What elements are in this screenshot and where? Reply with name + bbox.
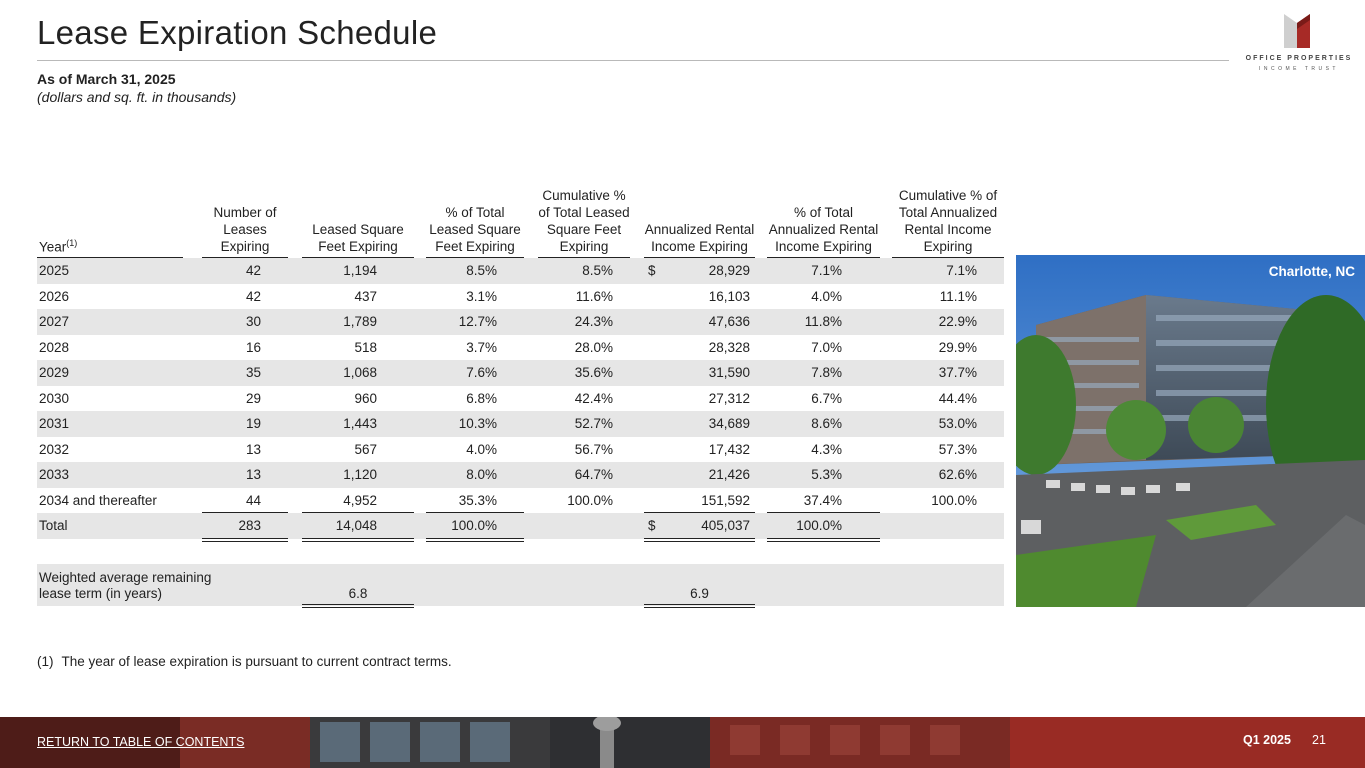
- logo-subwordmark: INCOME TRUST: [1259, 66, 1339, 72]
- double-underline: [644, 604, 755, 608]
- row-income: 47,636: [708, 314, 750, 329]
- title-divider: [37, 60, 1229, 61]
- row-pct-income: 4.0%: [811, 288, 842, 304]
- table-row: [37, 488, 1004, 514]
- row-cum-pct-sqft: 56.7%: [574, 441, 613, 457]
- row-leases: 19: [245, 416, 261, 431]
- row-year: 2033: [39, 467, 70, 482]
- double-underline: [426, 538, 524, 542]
- row-cum-pct-income: 100.0%: [931, 492, 977, 508]
- row-sqft: 518: [354, 339, 377, 355]
- table-row: [37, 258, 1004, 284]
- row-leases: 42: [245, 288, 261, 304]
- row-pct-sqft: 7.6%: [466, 365, 497, 380]
- row-year: 2028: [39, 339, 70, 355]
- row-pct-sqft: 8.0%: [466, 467, 497, 482]
- row-sqft: 567: [354, 441, 377, 457]
- page-number: 21: [1312, 733, 1326, 747]
- header-pct-income: % of Total Annualized Rental Income Expiring: [767, 168, 880, 258]
- row-income: 31,590: [708, 365, 750, 380]
- row-year: 2027: [39, 314, 70, 329]
- row-sqft: 1,194: [343, 263, 377, 278]
- header-pct-sqft: % of Total Leased Square Feet Expiring: [426, 168, 524, 258]
- row-pct-income: 7.0%: [811, 339, 842, 355]
- double-underline: [202, 538, 288, 542]
- row-pct-income: 11.8%: [804, 314, 842, 329]
- row-income: 151,592: [701, 492, 750, 508]
- row-cum-pct-income: 62.6%: [938, 467, 977, 482]
- row-pct-sqft: 3.7%: [466, 339, 497, 355]
- footnote-number: (1): [37, 654, 54, 669]
- logo-mark-icon: [1284, 14, 1310, 48]
- weighted-average-label: [39, 570, 211, 602]
- row-income: 17,432: [708, 441, 750, 457]
- row-pct-income: 5.3%: [811, 467, 842, 482]
- double-underline: [644, 538, 755, 542]
- row-pct-income: 7.1%: [811, 263, 842, 278]
- row-income: 16,103: [708, 288, 750, 304]
- row-year: 2026: [39, 288, 70, 304]
- units-note: (dollars and sq. ft. in thousands): [37, 89, 237, 105]
- photo-caption: Charlotte, NC: [1268, 264, 1355, 279]
- header-income: Annualized Rental Income Expiring: [644, 168, 755, 258]
- total-label: Total: [39, 518, 68, 533]
- row-cum-pct-income: 22.9%: [938, 314, 977, 329]
- table-row: [37, 386, 1004, 412]
- total-sqft: 14,048: [335, 518, 377, 533]
- row-leases: 35: [245, 365, 261, 380]
- row-cum-pct-income: 29.9%: [938, 339, 977, 355]
- row-cum-pct-sqft: 100.0%: [567, 492, 613, 508]
- row-pct-sqft: 12.7%: [458, 314, 497, 329]
- row-cum-pct-sqft: 8.5%: [582, 263, 613, 278]
- row-pct-sqft: 4.0%: [466, 441, 497, 457]
- row-cum-pct-sqft: 24.3%: [574, 314, 613, 329]
- as-of-date: As of March 31, 2025: [37, 71, 176, 87]
- row-cum-pct-sqft: 64.7%: [574, 467, 613, 482]
- total-row: [37, 513, 1004, 539]
- header-cum-pct-sqft: Cumulative % of Total Leased Square Feet Expiring: [538, 168, 630, 258]
- row-income: 21,426: [708, 467, 750, 482]
- footnote-text: The year of lease expiration is pursuant to current contract terms.: [61, 654, 452, 669]
- row-leases: 30: [245, 314, 261, 329]
- row-leases: 13: [245, 441, 261, 457]
- row-year: 2029: [39, 365, 70, 380]
- row-pct-sqft: 6.8%: [466, 390, 497, 406]
- table-row: [37, 309, 1004, 335]
- row-pct-income: 8.6%: [811, 416, 842, 431]
- building-photo: [1016, 255, 1365, 607]
- row-dollar-sign: $: [648, 263, 656, 278]
- row-sqft: 960: [354, 390, 377, 406]
- total-pct-sqft: 100.0%: [451, 518, 497, 533]
- company-logo: [1244, 14, 1354, 78]
- row-income: 34,689: [708, 416, 750, 431]
- row-leases: 29: [245, 390, 261, 406]
- header-cum-pct-income: Cumulative % of Total Annualized Rental Income Expiring: [892, 168, 1004, 258]
- row-pct-sqft: 10.3%: [458, 416, 497, 431]
- row-cum-pct-income: 7.1%: [946, 263, 977, 278]
- row-income: 28,328: [708, 339, 750, 355]
- row-leases: 13: [245, 467, 261, 482]
- row-year: 2025: [39, 263, 70, 278]
- logo-wordmark: OFFICE PROPERTIES: [1245, 55, 1353, 62]
- row-leases: 42: [245, 263, 261, 278]
- row-cum-pct-sqft: 35.6%: [574, 365, 613, 380]
- double-underline: [767, 538, 880, 542]
- row-year: 2030: [39, 390, 70, 406]
- header-year: Year$^{(1)}$: [37, 168, 183, 258]
- weighted-average-row: [37, 564, 1004, 606]
- row-leases: 44: [245, 492, 261, 508]
- header-leases: Number of Leases Expiring: [202, 168, 288, 258]
- weighted-average-sqft-value: 6.8: [348, 585, 368, 601]
- row-year: 2032: [39, 441, 70, 457]
- double-underline: [302, 538, 414, 542]
- table-row: [37, 360, 1004, 386]
- page-title: Lease Expiration Schedule: [37, 14, 438, 51]
- row-cum-pct-income: 11.1%: [939, 288, 977, 304]
- office-building-image: [1016, 255, 1365, 607]
- row-cum-pct-income: 53.0%: [938, 416, 977, 431]
- row-income: 27,312: [708, 390, 750, 406]
- table-row: [37, 462, 1004, 488]
- total-leases: 283: [238, 518, 261, 533]
- row-cum-pct-income: 57.3%: [938, 441, 977, 457]
- row-sqft: 1,120: [343, 467, 377, 482]
- table-row: [37, 411, 1004, 437]
- row-year: 2031: [39, 416, 70, 431]
- weighted-average-label-line2: lease term (in years): [39, 585, 163, 601]
- table-row: [37, 437, 1004, 463]
- row-cum-pct-sqft: 28.0%: [574, 339, 613, 355]
- row-pct-sqft: 35.3%: [458, 492, 497, 508]
- row-pct-income: 4.3%: [811, 441, 842, 457]
- row-sqft: 1,789: [343, 314, 377, 329]
- total-pct-income: 100.0%: [796, 518, 842, 533]
- footnote: [37, 654, 452, 669]
- weighted-average-income-value: 6.9: [690, 585, 709, 601]
- table-row: [37, 335, 1004, 361]
- row-cum-pct-sqft: 42.4%: [574, 390, 613, 406]
- total-income: 405,037: [701, 518, 750, 533]
- row-cum-pct-income: 37.7%: [938, 365, 977, 380]
- row-sqft: 437: [354, 288, 377, 304]
- row-year: 2034 and thereafter: [39, 492, 157, 508]
- row-sqft: 1,443: [343, 416, 377, 431]
- double-underline: [302, 604, 414, 608]
- row-pct-income: 6.7%: [811, 390, 842, 406]
- row-sqft: 1,068: [343, 365, 377, 380]
- row-income: 28,929: [708, 263, 750, 278]
- row-pct-sqft: 3.1%: [466, 288, 497, 304]
- table-row: [37, 284, 1004, 310]
- total-dollar-sign: $: [648, 518, 656, 533]
- row-pct-income: 7.8%: [811, 365, 842, 380]
- row-cum-pct-sqft: 11.6%: [575, 288, 613, 304]
- quarter-label: Q1 2025: [1243, 733, 1291, 747]
- row-pct-sqft: 8.5%: [466, 263, 497, 278]
- return-to-toc-link[interactable]: RETURN TO TABLE OF CONTENTS: [37, 735, 245, 749]
- header-sqft: Leased Square Feet Expiring: [302, 168, 414, 258]
- weighted-average-label-line1: Weighted average remaining: [39, 569, 212, 585]
- row-cum-pct-income: 44.4%: [938, 390, 977, 406]
- row-pct-income: 37.4%: [803, 492, 842, 508]
- row-sqft: 4,952: [343, 492, 377, 508]
- row-leases: 16: [245, 339, 261, 355]
- row-cum-pct-sqft: 52.7%: [574, 416, 613, 431]
